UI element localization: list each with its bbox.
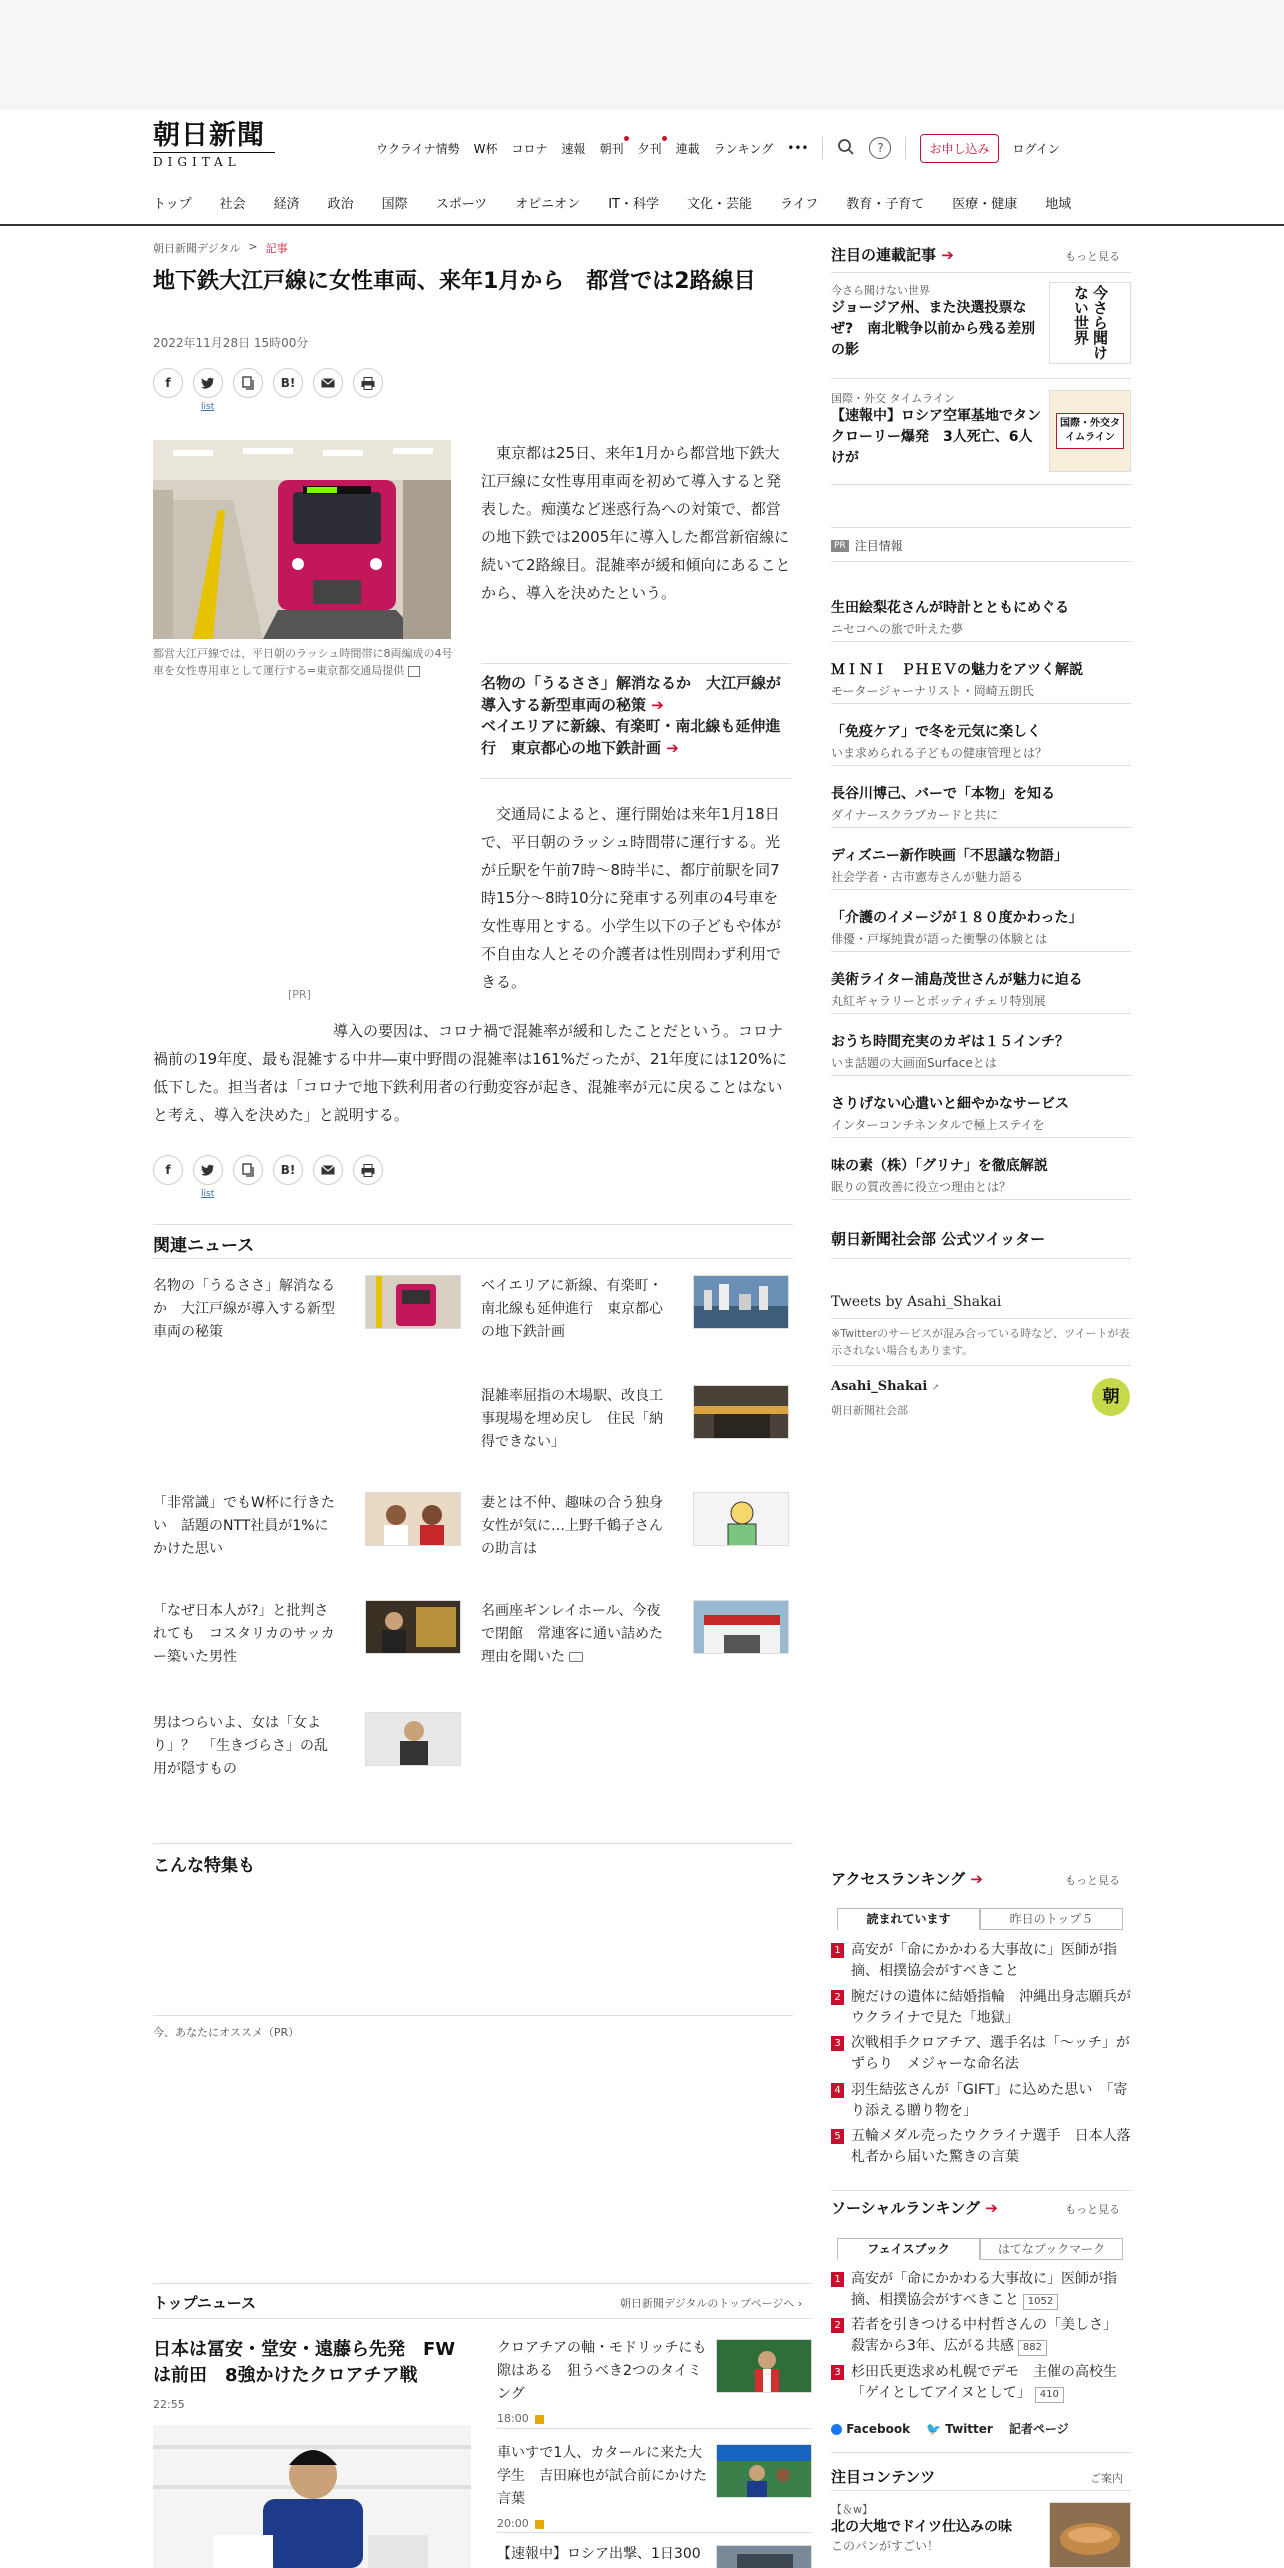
social-ranking-tabs [837,2238,1123,2260]
divider [153,1258,793,1259]
nav-top[interactable]: トップ [153,197,192,212]
share-count-badge: 882 [1018,2340,1047,2356]
pr-item-sub: いま話題の大画面Surfaceとは [831,1056,997,1070]
pr-item-sub: 丸紅ギャラリーとボッティチェリ特別展 [831,994,1046,1008]
divider [831,527,1131,528]
social-ranking-item[interactable] [831,2362,1131,2404]
pr-item-title: ＭＩＮＩ ＰＨＥＶの魅力をアツく解説 [831,662,1083,678]
pr-item-sub: いま求められる子どもの健康管理とは？ [831,746,1048,760]
twitter-link[interactable] [926,2422,993,2436]
pr-item-sub: ダイナースクラブカードと共に [831,808,999,822]
nav-politics[interactable]: 政治 [327,197,354,212]
related-news-thumbnail [365,1492,461,1546]
tab-facebook[interactable]: フェイスブック [837,2238,980,2260]
featured-guide-link[interactable]: ご案内 [1090,2472,1123,2485]
share-list-link[interactable]: list [201,402,215,412]
serial-item-kicker: 今さら聞けない世界 [831,284,930,297]
access-ranking-heading[interactable] [831,1868,983,1889]
top-news-thumbnail [716,2444,812,2498]
help-icon[interactable]: ? [869,137,891,159]
top-page-link-text: 朝日新聞デジタルのトップページへ [620,2297,795,2310]
pr-item[interactable] [831,969,1131,1014]
pr-item-title: おうち時間充実のカギは１５インチ？ [831,1034,1069,1050]
nav-international[interactable]: 国際 [381,197,408,212]
nav-culture[interactable]: 文化・芸能 [686,197,752,212]
ranking-item-title: 高安が「命にかかわる大事故に」医師が指摘、相撲協会がすべきこと [851,1942,1117,1979]
category-nav [153,193,1071,212]
util-link-evening[interactable] [638,140,662,157]
tab-yesterday-top5[interactable]: 昨日のトップ５ [980,1908,1123,1930]
hatena-bookmark-icon[interactable]: B! [273,1155,303,1185]
breadcrumb-separator: > [248,240,258,253]
util-link-ranking[interactable]: ランキング [713,141,774,156]
top-news-item-title: 車いすで1人、カタールに来た大学生 吉田麻也が試合前にかけた言葉 [497,2445,707,2507]
share-bar-top [153,368,383,412]
top-news-item-time: 20:00 [497,2517,529,2530]
divider [831,272,1131,273]
top-news-lead-time: 22:55 [153,2398,185,2411]
divider [831,561,1131,562]
hatena-bookmark-icon[interactable]: B! [273,368,303,398]
photo-caption-text: 都営大江戸線では、平日朝のラッシュ時間帯に8両編成の4号車を女性専用車として運行する=東京都交通局提供 [153,647,453,677]
top-news-lead-title[interactable]: 日本は冨安・堂安・遠藤ら先発 FWは前田 8強かけたクロアチア戦 [153,2339,456,2386]
divider [153,2318,811,2319]
social-ranking-title: 高安が「命にかかわる大事故に」医師が指摘、相撲協会がすべきこと [851,2271,1117,2308]
pr-item[interactable] [831,1031,1131,1076]
featured-kicker: 【＆w】 [831,2503,873,2516]
related-news-item[interactable] [153,1600,471,1680]
lock-icon [535,2520,544,2529]
serial-item-title: ジョージア州、また決選投票なぜ? 南北戦争以前から残る差別の影 [831,300,1036,358]
related-news-thumbnail [693,1385,789,1439]
related-news-item[interactable] [481,1275,799,1355]
rank-number: 2 [831,2318,844,2333]
arrow-right-icon: ➔ [941,246,954,264]
social-ranking-title: 杉田氏更迭求め札幌でデモ 主催の高校生「ゲイとしてアイヌとして」 [851,2364,1117,2401]
related-news-item[interactable] [153,1712,471,1792]
site-logo[interactable] [153,120,283,170]
social-ranking-title: 若者を引きつける中村哲さんの「美しさ」 殺害から3年、広がる共感 [851,2317,1124,2354]
pr-item-title: さりげない心遣いと細やかなサービス [831,1096,1069,1112]
rank-number: 5 [831,2129,844,2144]
photo-caption [153,645,453,679]
login-link[interactable]: ログイン [1012,141,1060,156]
serial-item[interactable] [831,390,1131,480]
related-news-item[interactable] [153,1275,471,1355]
article-title: 地下鉄大江戸線に女性車両、来年1月から 都営では2路線目 [153,269,756,294]
new-dot-icon [624,136,629,141]
more-menu-icon[interactable]: ••• [787,141,809,155]
divider [831,1365,1131,1366]
pr-item-sub: インターコンチネンタルで極上ステイを [831,1118,1045,1132]
print-icon[interactable] [353,1155,383,1185]
divider [831,1258,1131,1259]
top-news-item-title: クロアチアの軸・モドリッチにも隙はある 狙うべき2つのタイミング [497,2340,707,2402]
pr-item-sub: 社会学者・古市憲寿さんが魅力語る [831,870,1024,884]
related-news-thumbnail [365,1275,461,1329]
nav-economy[interactable]: 経済 [273,197,300,212]
comment-icon [569,1652,583,1662]
related-news-title-text: 名画座ギンレイホール、今夜で閉館 常連客に通い詰めた理由を聞いた [481,1603,663,1665]
related-news-item[interactable] [481,1492,799,1572]
social-links [831,2420,1069,2437]
subscribe-button[interactable]: お申し込み [920,134,998,163]
tab-hatena-bookmark[interactable]: はてなブックマーク [980,2238,1123,2260]
featured-thumbnail [1049,2502,1131,2568]
pr-heading-text: 注目情報 [854,539,903,553]
util-link-corona[interactable]: コロナ [511,141,548,156]
top-news-heading: トップニュース [153,2294,257,2312]
serial-thumb-text: 国際・外交タイムライン [1056,413,1124,449]
ranking-item[interactable] [831,1940,1131,1982]
util-link-morning-label: 朝刊 [599,141,624,156]
divider [831,2190,1131,2191]
related-news-title: 名物の「うるささ」解消なるか 大江戸線が導入する新型車両の秘策 [153,1278,335,1340]
avatar[interactable]: 朝 [1092,1378,1130,1416]
rank-number: 1 [831,2272,844,2287]
serial-item-kicker: 国際・外交 タイムライン [831,392,955,405]
pr-item[interactable] [831,783,1131,828]
top-news-item-time: 18:00 [497,2412,529,2425]
util-link-evening-label: 夕刊 [637,141,662,156]
article-paragraph: 東京都は25日、来年1月から都営地下鉄大江戸線に女性専用車両を初めて導入すると発表した。痴漢など迷惑行為への対策で、都営の地下鉄では2005年に導入した都営新宿線に続いて2路線目。混雑率が緩和傾向にあることから、導入を決めたという。 [481,444,791,602]
pr-label: [PR] [288,988,311,1001]
top-news-thumbnail [716,2545,812,2568]
divider [831,2452,1131,2453]
pr-item-title: 「免疫ケア」で冬を元気に楽しく [831,724,1041,740]
ranking-item[interactable] [831,1987,1131,2029]
tab-most-read[interactable]: 読まれています [837,1908,980,1930]
pr-item-title: 生田絵梨花さんが時計とともにめぐる [831,600,1069,616]
nav-life[interactable]: ライフ [779,197,819,212]
rank-number: 2 [831,1990,844,2005]
share-bar-bottom [153,1155,383,1199]
featured-title: 北の大地でドイツ仕込みの味 [831,2519,1013,2535]
nav-it-science[interactable]: IT・科学 [608,197,659,212]
top-news-item-title: 【速報中】ロシア出撃、1日300 [497,2546,701,2562]
pr-item[interactable] [831,1155,1131,1200]
twitter-heading: 朝日新聞社会部 公式ツイッター [831,1230,1046,1248]
ranking-item-title: 腕だけの遺体に結婚指輪 沖縄出身志願兵がウクライナで見た「地獄」 [851,1989,1131,2026]
related-news-thumbnail [693,1275,789,1329]
divider [153,2015,793,2016]
util-link-ukraine[interactable]: ウクライナ情勢 [376,141,460,156]
util-link-morning[interactable] [600,140,624,157]
article-photo[interactable] [153,440,451,639]
inline-related-link[interactable] [481,663,791,716]
twitter-icon: 🐦 [926,2421,942,2436]
pr-item[interactable] [831,721,1131,766]
serial-item-thumbnail [1049,390,1131,472]
top-ad-band [0,0,1284,110]
twitter-account-handle: Asahi_Shakai [831,1379,928,1394]
pr-item-title: ディズニー新作映画「不思議な物語」 [831,848,1068,864]
rank-number: 1 [831,1943,844,1958]
twitter-share-icon[interactable] [193,1155,223,1185]
serial-item-title: 【速報中】ロシア空軍基地でタンクローリー爆発 3人死亡、6人けが [831,408,1041,466]
nav-region[interactable]: 地域 [1045,197,1072,212]
social-ranking-item[interactable] [831,2269,1131,2311]
pr-item-sub: 俳優・戸塚純貴が語った衝撃の体験とは [831,932,1048,946]
nav-society[interactable]: 社会 [219,197,246,212]
twitter-account-link[interactable] [831,1379,939,1394]
pr-item-title: 「介護のイメージが１８０度かわった」 [831,910,1083,926]
ranking-item[interactable] [831,2126,1131,2168]
recommend-label: 今、あなたにオススメ（PR） [153,2026,300,2039]
serial-more-link[interactable]: もっと見る [1065,250,1120,263]
divider [497,2532,811,2533]
arrow-right-icon: ➔ [970,1870,983,1888]
ranking-item[interactable] [831,2033,1131,2075]
pr-item-sub: ニセコへの旅で叶えた夢 [831,622,964,636]
nav-health[interactable]: 医療・健康 [952,197,1018,212]
external-link-icon: ↗ [931,1383,940,1393]
share-list-link[interactable]: list [201,1189,215,1199]
inline-related-title: ベイエリアに新線、有楽町・南北線も延伸進行 東京都心の地下鉄計画 [481,717,781,757]
social-ranking-heading[interactable] [831,2197,998,2218]
mail-share-icon[interactable] [313,1155,343,1185]
nav-education[interactable]: 教育・子育て [846,197,925,212]
facebook-icon [831,2424,842,2435]
related-news-title: 男はつらいよ、女は「女より」？ 「生きづらさ」の乱用が隠すもの [153,1715,328,1777]
facebook-share-icon[interactable]: f [153,1155,183,1185]
share-count-badge: 410 [1035,2387,1064,2403]
related-news-title: 「非常識」でもW杯に行きたい 話題のNTT社員が1%にかけた思い [153,1495,335,1557]
nav-opinion[interactable]: オピニオン [515,197,581,212]
pr-item-sub: 眠りの質改善に役立つ理由とは？ [831,1180,1012,1194]
featured-item[interactable] [831,2501,1031,2555]
serial-thumb-text: 今さら聞けない世界 [1072,285,1109,360]
breadcrumb [153,240,288,256]
arrow-right-icon: ➔ [666,739,679,757]
related-news-title [481,1600,666,1669]
mail-share-icon[interactable] [313,368,343,398]
article-date: 2022年11月28日 15時00分 [153,336,309,350]
util-link-serial[interactable]: 連載 [675,141,700,156]
divider [831,2490,1131,2491]
print-icon[interactable] [353,368,383,398]
divider [831,484,1131,485]
serial-heading-text: 注目の連載記事 [831,246,937,264]
pr-item[interactable] [831,659,1131,704]
serial-item[interactable] [831,282,1131,372]
top-news-item[interactable] [497,2442,707,2533]
facebook-share-icon[interactable]: f [153,368,183,398]
breadcrumb-current[interactable]: 記事 [265,242,288,255]
featured-sub: このパンがすごい！ [831,2539,940,2553]
facebook-link[interactable] [831,2422,910,2436]
serial-item-thumbnail [1049,282,1131,364]
pr-item[interactable] [831,907,1131,952]
pr-heading [831,537,903,554]
related-news-item[interactable] [481,1600,799,1680]
social-ranking-item[interactable] [831,2315,1131,2357]
top-news-item-time-row [497,2410,707,2428]
chevron-right-icon: › [797,2297,803,2310]
access-ranking-heading-text: アクセスランキング [831,1870,966,1888]
arrow-right-icon: ➔ [985,2199,998,2217]
arrow-right-icon: ➔ [651,696,664,714]
related-news-title: 混雑率屈指の木場駅、改良工事現場を埋め戻し 住民「納得できない」 [481,1388,663,1450]
rank-number: 3 [831,2036,844,2051]
tweets-by-link[interactable]: Tweets by Asahi_Shakai [831,1294,1002,1310]
divider [153,1843,793,1844]
ranking-item[interactable] [831,2080,1131,2122]
logo-sub: DIGITAL [153,152,275,169]
top-news-thumbnail [716,2339,812,2393]
divider [481,778,791,779]
rank-number: 4 [831,2083,844,2098]
pr-item[interactable] [831,845,1131,890]
nav-sports[interactable]: スポーツ [435,197,488,212]
pr-badge: PR [831,540,849,552]
divider [153,2283,811,2284]
copy-link-icon[interactable] [233,1155,263,1185]
ranking-item-title: 次戦相手クロアチア、選手名は「～ッチ」がずらり メジャーな命名法 [851,2035,1130,2072]
divider [497,2428,811,2429]
copy-link-icon[interactable] [233,368,263,398]
lock-icon [535,2415,544,2424]
top-news-item[interactable] [497,2543,707,2566]
related-news-item[interactable] [481,1385,799,1465]
ranking-item-title: 五輪メダル売ったウクライナ選手 日本人落札者から届いた驚きの言葉 [851,2128,1131,2165]
twitter-link-label: Twitter [945,2421,993,2436]
social-ranking-more-link[interactable]: もっと見る [1065,2203,1120,2216]
util-link-wcup[interactable]: W杯 [473,141,498,156]
util-link-breaking[interactable]: 速報 [561,141,586,156]
pr-item-title: 味の素（株）「グリナ」を徹底解説 [831,1158,1048,1174]
top-news-lead-photo[interactable] [153,2425,471,2568]
pr-item[interactable] [831,1093,1131,1138]
ranking-item-title: 羽生結弦さんが「GIFT」に込めた思い 「寄り添える贈り物を」 [851,2082,1128,2119]
logo-main: 朝日新聞 [153,120,265,151]
share-count-badge: 1052 [1023,2294,1058,2310]
pr-item[interactable] [831,597,1131,642]
search-icon[interactable] [837,138,855,159]
article-paragraph: 交通局によると、運行開始は来年1月18日で、平日朝のラッシュ時間帯に運行する。光が丘駅を午前7時～8時半に、都庁前駅を同7時15分～8時10分に発車する列車の4号車を女性専用とする。小学生以下の子どもや体が不自由な人とその介護者は性別問わず利用できる。 [481,805,782,991]
inline-related-title: 名物の「うるささ」解消なるか 大江戸線が導入する新型車両の秘策 [481,674,782,714]
top-news-item[interactable] [497,2337,707,2428]
article-paragraph: 導入の要因は、コロナ禍で混雑率が緩和したことだという。コロナ禍前の19年度、最も混雑する中井―東中野間の混雑率は161%だったが、21年度には120%に低下した。担当者は「コロナで地下鉄利用者の行動変容が起き、混雑率が元に戻ることはないと考え、導入を決めた」と説明する。 [153,1022,787,1124]
divider [822,137,823,159]
related-news-title: 妻とは不仲、趣味の合う独身女性が気に…上野千鶴子さんの助言は [481,1495,663,1557]
access-ranking-more-link[interactable]: もっと見る [1065,1874,1120,1887]
twitter-note: ※Twitterのサービスが混み合っている時など、ツイートが表示されない場合もあります。 [831,1327,1130,1357]
access-ranking-tabs [837,1908,1123,1930]
top-news-item-time-row [497,2515,707,2533]
related-news-thumbnail [693,1492,789,1546]
twitter-account-name: 朝日新聞社会部 [831,1404,908,1417]
related-news-title: 「なぜ日本人が?」と批判されても コスタリカのサッカー築いた男性 [153,1603,335,1665]
reporter-page-link[interactable]: 記者ページ [1008,2422,1069,2436]
divider [153,1224,793,1225]
related-news-thumbnail [693,1600,789,1654]
divider [831,378,1131,379]
social-ranking-heading-text: ソーシャルランキング [831,2199,980,2217]
related-news-thumbnail [365,1712,461,1766]
divider [831,1318,1131,1319]
related-news-heading: 関連ニュース [153,1236,255,1256]
breadcrumb-home[interactable]: 朝日新聞デジタル [153,242,241,255]
rank-number: 3 [831,2365,844,2380]
pr-item-title: 長谷川博己、バーで「本物」を知る [831,786,1055,802]
facebook-link-label: Facebook [846,2421,911,2436]
twitter-share-icon[interactable] [193,368,223,398]
featured-heading: 注目コンテンツ [831,2468,936,2486]
special-heading: こんな特集も [153,1856,255,1876]
pr-item-sub: モータージャーナリスト・岡崎五朗氏 [831,684,1034,698]
enlarge-image-icon[interactable] [408,666,420,677]
related-news-thumbnail [365,1600,461,1654]
divider [905,137,906,159]
new-dot-icon [662,136,667,141]
related-news-title: ベイエリアに新線、有楽町・南北線も延伸進行 東京都心の地下鉄計画 [481,1278,663,1340]
pr-item-title: 美術ライター浦島茂世さんが魅力に迫る [831,972,1083,988]
related-news-item[interactable] [153,1492,471,1572]
serial-heading[interactable] [831,244,954,265]
inline-related-link[interactable] [481,715,791,759]
utility-nav [376,133,1060,163]
top-page-link[interactable] [620,2295,802,2311]
